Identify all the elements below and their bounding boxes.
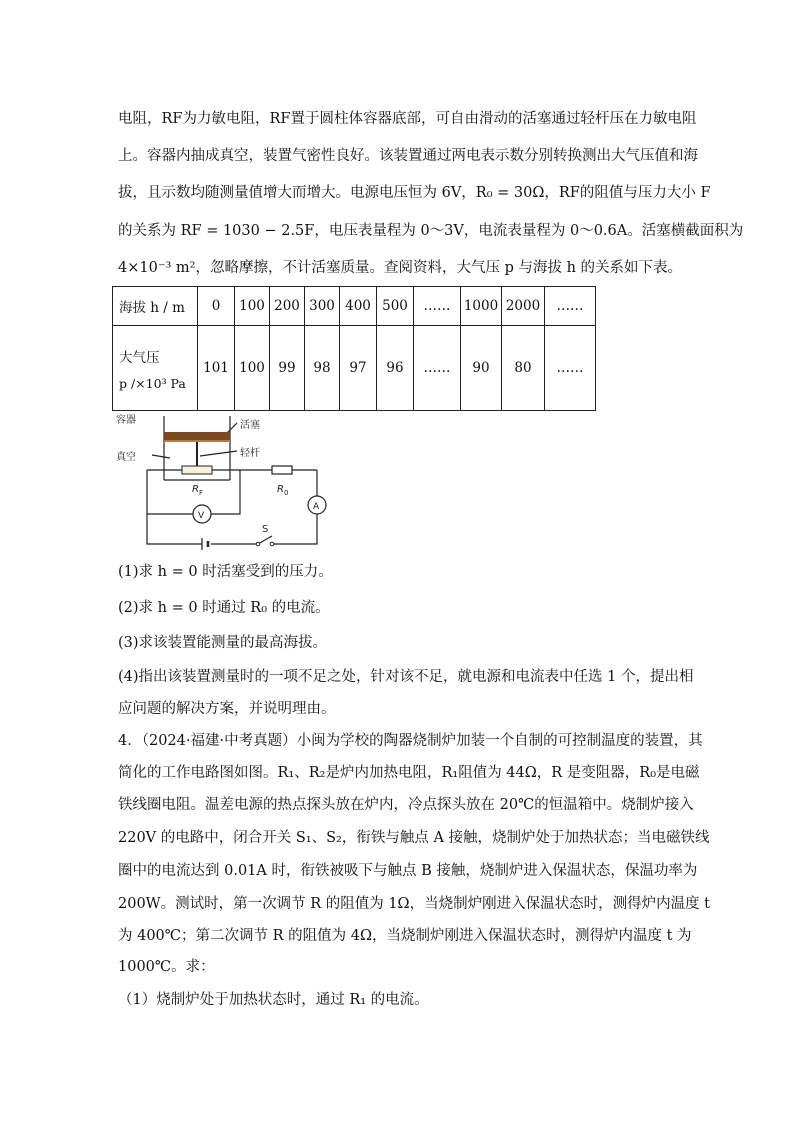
switch-terminal-right xyxy=(270,542,274,546)
problem4-line-7: 为 400℃；第二次调节 R 的阻值为 4Ω，当烧制炉刚进入保温状态时，测得炉内温度 t 为 xyxy=(118,928,692,944)
table-cell: 100 xyxy=(235,326,270,411)
table-cell: 100 xyxy=(235,287,270,326)
label-switch: S xyxy=(262,524,269,535)
paragraph-line-2: 上。容器内抽成真空，装置气密性良好。该装置通过两电表示数分别转换测出大气压值和海 xyxy=(118,148,698,164)
label-piston: 活塞 xyxy=(240,420,260,431)
table-header-altitude: 海拔 h / m xyxy=(113,287,198,326)
table-cell: …… xyxy=(545,287,596,326)
paragraph-line-5: 4×10⁻³ m²，忽略摩擦，不计活塞质量。查阅资料，大气压 p 与海拔 h 的关系如下表。 xyxy=(118,260,683,276)
label-voltmeter: V xyxy=(198,511,205,521)
table-row xyxy=(113,326,596,411)
table-cell: 101 xyxy=(198,326,235,411)
vacuum-leader xyxy=(152,455,170,458)
problem4-line-5: 圈中的电流达到 0.01A 时，衔铁被吸下与触点 B 接触，烧制炉进入保温状态，保温功率为 xyxy=(118,863,698,879)
rf-resistor xyxy=(182,466,212,474)
paragraph-line-4: 的关系为 RF = 1030 − 2.5F，电压表量程为 0～3V，电流表量程为 0～0.6A。活塞横截面积为 xyxy=(118,223,744,239)
label-rf: R xyxy=(192,484,199,495)
question-1: (1)求 h = 0 时活塞受到的压力。 xyxy=(118,564,333,580)
r0-resistor xyxy=(272,466,292,474)
label-r0-sub: 0 xyxy=(284,489,289,497)
problem4-line-6: 200W。测试时，第一次调节 R 的阻值为 1Ω，当烧制炉刚进入保温状态时，测得炉内温度 t xyxy=(118,896,711,912)
table-cell: …… xyxy=(414,287,461,326)
table-cell: 1000 xyxy=(461,287,502,326)
problem4-line-1: 4．（2024·福建·中考真题）小闽为学校的陶器烧制炉加装一个自制的可控制温度的装置，其 xyxy=(118,733,703,749)
table-cell: 200 xyxy=(270,287,305,326)
table-cell: 97 xyxy=(340,326,377,411)
question-4-line-2: 应问题的解决方案，并说明理由。 xyxy=(118,701,336,717)
piston xyxy=(164,432,230,440)
switch-blade xyxy=(258,536,272,544)
table-cell: …… xyxy=(545,326,596,411)
wire-ammeter-bottom xyxy=(272,514,317,544)
table-cell: …… xyxy=(414,326,461,411)
label-ammeter: A xyxy=(313,502,320,512)
label-vacuum: 真空 xyxy=(116,452,136,463)
table-cell: 99 xyxy=(270,326,305,411)
table-cell: 300 xyxy=(305,287,340,326)
pressure-label: 大气压 xyxy=(119,349,160,366)
problem4-question-1: （1）烧制炉处于加热状态时，通过 R₁ 的电流。 xyxy=(118,992,429,1008)
problem4-line-3: 铁线圈电阻。温差电源的热点探头放在炉内，冷点探头放在 20℃的恒温箱中。烧制炉接入 xyxy=(118,797,694,813)
paragraph-line-1: 电阻，RF为力敏电阻，RF置于圆柱体容器底部，可自由滑动的活塞通过轻杆压在力敏电阻 xyxy=(118,111,697,127)
table-cell: 500 xyxy=(377,287,414,326)
problem4-line-4: 220V 的电路中，闭合开关 S₁、S₂，衔铁与触点 A 接触，烧制炉处于加热状态；当电磁铁线 xyxy=(118,830,710,846)
problem4-line-8: 1000℃。求： xyxy=(118,959,215,975)
label-container: 容器 xyxy=(116,415,136,426)
piston-edge xyxy=(164,440,230,442)
wire-left-voltmeter xyxy=(147,470,193,514)
label-r0: R xyxy=(277,484,284,495)
pressure-unit: p /×10³ Pa xyxy=(119,375,186,391)
table-row xyxy=(113,287,596,326)
label-rod: 轻杆 xyxy=(240,448,260,459)
switch-terminal-left xyxy=(256,542,260,546)
label-rf-sub: F xyxy=(199,489,204,497)
table-cell: 80 xyxy=(502,326,545,411)
table-cell: 98 xyxy=(305,326,340,411)
rod-leader xyxy=(200,451,237,456)
table-cell: 96 xyxy=(377,326,414,411)
question-2: (2)求 h = 0 时通过 R₀ 的电流。 xyxy=(118,600,330,616)
table-cell: 90 xyxy=(461,326,502,411)
table-cell: 2000 xyxy=(502,287,545,326)
circuit-diagram xyxy=(112,410,332,550)
wire-voltmeter-right xyxy=(211,470,272,514)
problem4-line-2: 简化的工作电路图如图。R₁、R₂是炉内加热电阻，R₁阻值为 44Ω，R 是变阻器，R₀是电磁 xyxy=(118,765,700,781)
table-header-pressure xyxy=(113,326,198,411)
question-4-line-1: (4)指出该装置测量时的一项不足之处，针对该不足，就电源和电流表中任选 1 个，提出相 xyxy=(118,669,694,685)
paragraph-line-3: 拔，且示数均随测量值增大而增大。电源电压恒为 6V，R₀ = 30Ω，RF的阻值与压力大小 F xyxy=(118,185,711,201)
table-cell: 400 xyxy=(340,287,377,326)
question-3: (3)求该装置能测量的最高海拔。 xyxy=(118,635,328,651)
table-cell: 0 xyxy=(198,287,235,326)
altitude-pressure-table xyxy=(112,286,596,411)
